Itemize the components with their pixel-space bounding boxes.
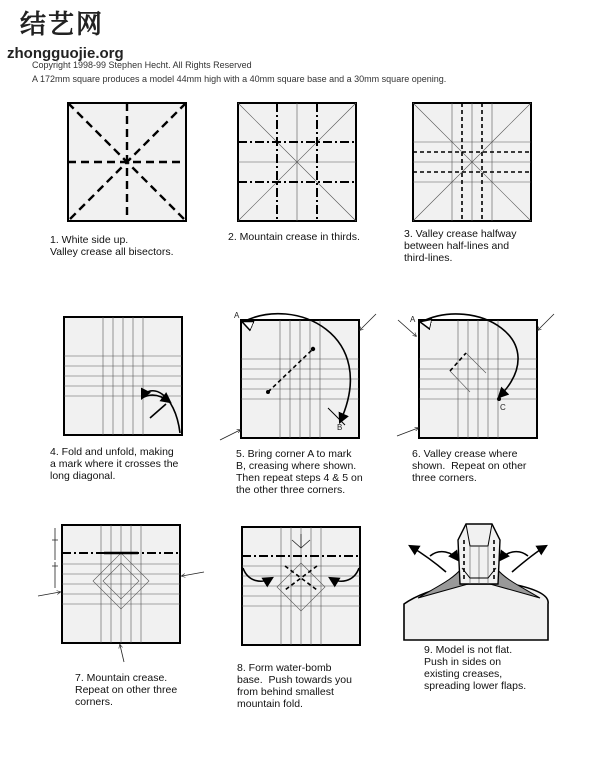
step-2-caption: 2. Mountain crease in thirds. xyxy=(228,231,360,243)
step-6-caption: 6. Valley crease where shown. Repeat on other three corners. xyxy=(412,448,527,484)
step-3-diagram xyxy=(413,103,531,221)
step-5-caption: 5. Bring corner A to mark B, creasing where shown. Then repeat steps 4 & 5 on the other three corners. xyxy=(236,448,363,496)
watermark-logo-text: 结艺网 xyxy=(20,10,105,40)
step-1-diagram xyxy=(68,103,186,221)
step-3-caption: 3. Valley crease halfway between half-lines and third-lines. xyxy=(404,228,517,264)
step-5-diagram xyxy=(220,314,376,440)
step-9-caption: 9. Model is not flat. Push in sides on existing creases, spreading lower flaps. xyxy=(424,644,527,692)
step-8-diagram xyxy=(242,527,360,645)
step-8-caption: 8. Form water-bomb base. Push towards you from behind smallest mountain fold. xyxy=(237,662,352,710)
step-2-diagram xyxy=(238,103,356,221)
copyright-line: Copyright 1998-99 Stephen Hecht. All Rights Reserved xyxy=(32,60,252,70)
step-7-caption: 7. Mountain crease. Repeat on other three corners. xyxy=(75,672,178,708)
step-4-caption: 4. Fold and unfold, making a mark where it crosses the long diagonal. xyxy=(50,446,179,482)
model-specs-line: A 172mm square produces a model 44mm high with a 40mm square base and a 30mm square opening. xyxy=(32,74,447,84)
step-1-caption: 1. White side up. Valley crease all bisectors. xyxy=(50,234,174,258)
step-9-diagram xyxy=(404,524,548,640)
step-5-label-b: B xyxy=(337,423,343,432)
step-4-diagram xyxy=(64,317,182,435)
step-6-diagram xyxy=(397,314,554,438)
step-6-label-c: C xyxy=(500,403,506,412)
step-6-label-a: A xyxy=(410,315,416,324)
watermark-url: zhongguojie.org xyxy=(7,45,124,62)
step-7-diagram xyxy=(38,525,204,662)
step-5-label-a: A xyxy=(234,311,240,320)
